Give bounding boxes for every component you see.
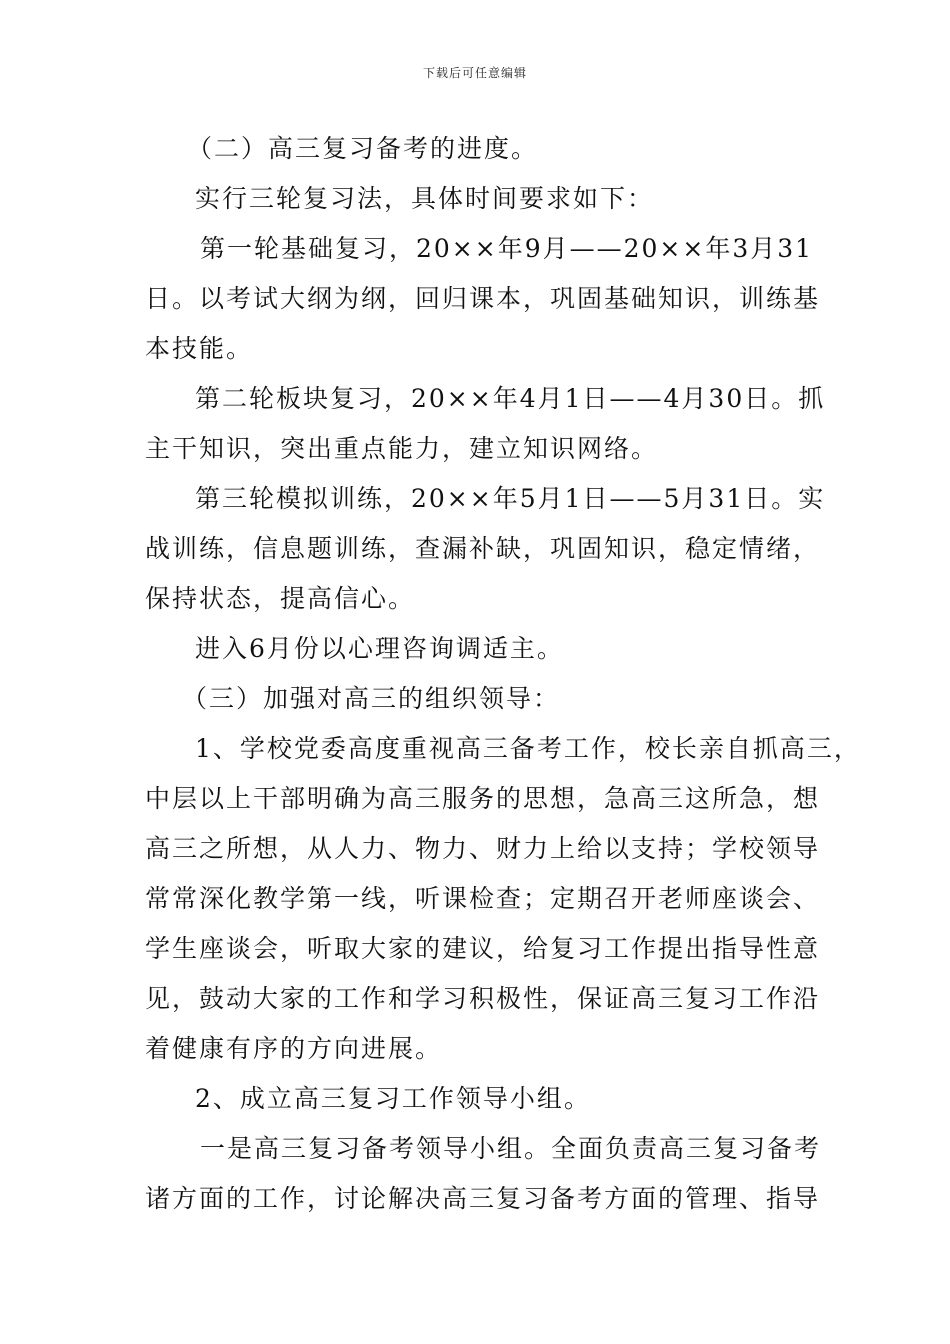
paragraph-line: 常常深化教学第一线，听课检查；定期召开老师座谈会、	[145, 884, 821, 913]
paragraph-line: 进入6月份以心理咨询调适主。	[195, 634, 564, 663]
paragraph-line: 第三轮模拟训练，20××年5月1日——5月31日。实	[195, 484, 826, 513]
section-heading-progress: （二）高三复习备考的进度。	[187, 134, 539, 163]
paragraph-line: 2、成立高三复习工作领导小组。	[195, 1084, 591, 1113]
paragraph-line: 第二轮板块复习，20××年4月1日——4月30日。抓	[195, 384, 826, 413]
paragraph-line: 高三之所想，从人力、物力、财力上给以支持；学校领导	[145, 834, 821, 863]
section-heading-leadership: （三）加强对高三的组织领导：	[182, 684, 561, 713]
paragraph-line: 见，鼓动大家的工作和学习积极性，保证高三复习工作沿	[145, 984, 821, 1013]
paragraph-line: 实行三轮复习法，具体时间要求如下：	[195, 184, 655, 213]
paragraph-line: 一是高三复习备考领导小组。全面负责高三复习备考	[200, 1134, 822, 1163]
paragraph-line: 战训练，信息题训练，查漏补缺，巩固知识，稳定情绪，	[145, 534, 821, 563]
paragraph-line: 本技能。	[145, 334, 254, 363]
paragraph-line: 第一轮基础复习，20××年9月——20××年3月31	[200, 234, 814, 263]
document-body	[145, 124, 861, 1224]
paragraph-line: 学生座谈会，听取大家的建议，给复习工作提出指导性意	[145, 934, 821, 963]
header-note: 下载后可任意编辑	[422, 66, 527, 80]
paragraph-line: 1、学校党委高度重视高三备考工作，校长亲自抓高三，	[195, 734, 861, 763]
paragraph-line: 中层以上干部明确为高三服务的思想，急高三这所急，想	[145, 784, 821, 813]
paragraph-line: 主干知识，突出重点能力，建立知识网络。	[145, 434, 659, 463]
paragraph-line: 着健康有序的方向进展。	[145, 1034, 443, 1063]
paragraph-line: 日。以考试大纲为纲，回归课本，巩固基础知识，训练基	[145, 284, 821, 313]
paragraph-line: 保持状态，提高信心。	[145, 584, 416, 613]
paragraph-line: 诸方面的工作，讨论解决高三复习备考方面的管理、指导	[145, 1184, 821, 1213]
